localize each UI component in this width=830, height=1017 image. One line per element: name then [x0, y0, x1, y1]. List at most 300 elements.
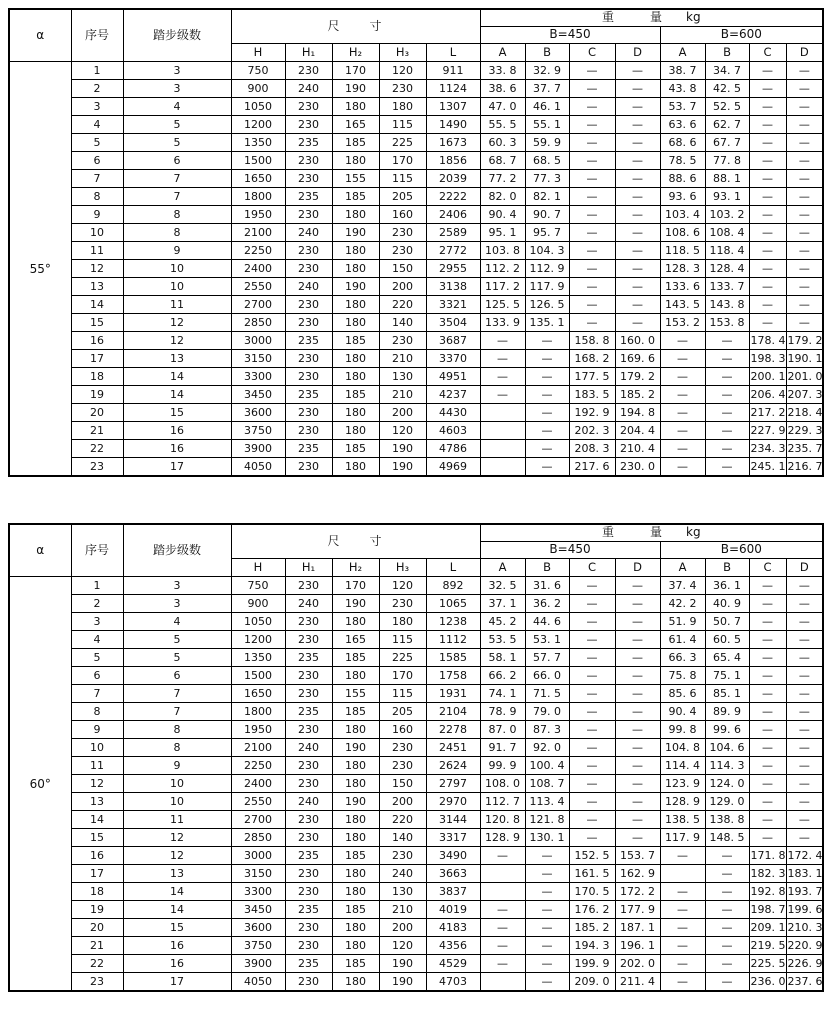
cell: 180 [332, 667, 379, 685]
cell: 22 [71, 440, 123, 458]
table-row [9, 134, 823, 152]
cell: 1050 [231, 98, 285, 116]
cell: — [569, 188, 615, 206]
cell: 4951 [426, 368, 480, 386]
cell: 180 [332, 206, 379, 224]
cell: — [660, 440, 705, 458]
cell: 12 [123, 314, 231, 332]
cell: 179. 2 [615, 368, 660, 386]
cell: 235 [285, 901, 332, 919]
cell: — [705, 332, 749, 350]
cell: 3900 [231, 440, 285, 458]
cell: 2955 [426, 260, 480, 278]
cell: 230 [285, 721, 332, 739]
cell: — [749, 98, 786, 116]
table-header [9, 524, 823, 577]
cell: 183. 5 [569, 386, 615, 404]
cell: 1200 [231, 116, 285, 134]
col-header-H2: H₂ [332, 559, 379, 577]
cell: 230 [379, 595, 426, 613]
cell: 199. 6 [786, 901, 823, 919]
cell: 8 [71, 188, 123, 206]
table-row [9, 883, 823, 901]
table-row [9, 793, 823, 811]
cell: 235 [285, 386, 332, 404]
cell: 15 [123, 919, 231, 937]
cell: 150 [379, 775, 426, 793]
cell: — [615, 703, 660, 721]
cell: — [786, 613, 823, 631]
cell: 235 [285, 703, 332, 721]
cell: 183. 1 [786, 865, 823, 883]
cell: 120 [379, 937, 426, 955]
col-header-b450-B: B [525, 44, 569, 62]
cell: 14 [123, 901, 231, 919]
cell: 14 [71, 296, 123, 314]
cell: 205 [379, 703, 426, 721]
cell: 180 [332, 314, 379, 332]
cell: 220. 9 [786, 937, 823, 955]
cell: — [786, 116, 823, 134]
cell: 3 [71, 613, 123, 631]
cell: 180 [332, 260, 379, 278]
table-row [9, 170, 823, 188]
cell: — [569, 314, 615, 332]
cell: 36. 2 [525, 595, 569, 613]
col-header-dimensions: 尺 寸 [231, 524, 480, 559]
cell: 3750 [231, 422, 285, 440]
cell: 19 [71, 386, 123, 404]
cell: 230 [379, 224, 426, 242]
cell: 1200 [231, 631, 285, 649]
table-row [9, 595, 823, 613]
cell: — [660, 847, 705, 865]
cell: — [525, 458, 569, 477]
cell: 5 [123, 631, 231, 649]
cell: 230 [379, 80, 426, 98]
cell: 219. 5 [749, 937, 786, 955]
cell: — [525, 386, 569, 404]
cell: 10 [71, 224, 123, 242]
cell: 88. 1 [705, 170, 749, 188]
cell: 60. 3 [480, 134, 525, 152]
cell: 2406 [426, 206, 480, 224]
cell: — [660, 386, 705, 404]
col-header-steps: 踏步级数 [123, 9, 231, 62]
cell: — [660, 458, 705, 477]
cell: 180 [332, 152, 379, 170]
col-header-b450-A: A [480, 559, 525, 577]
cell: 1124 [426, 80, 480, 98]
cell: 2222 [426, 188, 480, 206]
spec-table-55deg [8, 8, 824, 477]
cell: — [786, 170, 823, 188]
cell: 230 [285, 667, 332, 685]
cell: 148. 5 [705, 829, 749, 847]
cell: 117. 9 [525, 278, 569, 296]
cell: 118. 4 [705, 242, 749, 260]
cell: 230 [285, 62, 332, 80]
cell: — [480, 955, 525, 973]
table-row [9, 631, 823, 649]
cell: 11 [71, 242, 123, 260]
cell: — [525, 973, 569, 992]
cell: — [569, 80, 615, 98]
cell: 34. 7 [705, 62, 749, 80]
cell: 42. 2 [660, 595, 705, 613]
cell: 37. 7 [525, 80, 569, 98]
cell: — [569, 170, 615, 188]
cell: 245. 1 [749, 458, 786, 477]
cell: 1800 [231, 188, 285, 206]
cell: 68. 7 [480, 152, 525, 170]
cell: 750 [231, 577, 285, 595]
cell: 9 [71, 206, 123, 224]
cell: 7 [123, 188, 231, 206]
cell: 210 [379, 350, 426, 368]
cell: 1500 [231, 152, 285, 170]
cell: 55. 1 [525, 116, 569, 134]
cell: 87. 0 [480, 721, 525, 739]
cell: 3150 [231, 865, 285, 883]
cell: — [786, 721, 823, 739]
cell: — [615, 595, 660, 613]
cell: 18 [71, 368, 123, 386]
cell: — [569, 811, 615, 829]
cell: 115 [379, 170, 426, 188]
cell: 3450 [231, 386, 285, 404]
cell: 123. 9 [660, 775, 705, 793]
cell: 202. 3 [569, 422, 615, 440]
cell: 2550 [231, 278, 285, 296]
table-row [9, 188, 823, 206]
col-header-L: L [426, 44, 480, 62]
cell: 133. 7 [705, 278, 749, 296]
cell: 7 [123, 685, 231, 703]
table-row [9, 422, 823, 440]
cell: — [615, 829, 660, 847]
cell: 187. 1 [615, 919, 660, 937]
cell: — [660, 422, 705, 440]
cell [480, 973, 525, 992]
table-body-60deg [9, 577, 823, 992]
cell: 68. 5 [525, 152, 569, 170]
cell: — [615, 116, 660, 134]
cell: 235 [285, 332, 332, 350]
cell: 209. 0 [569, 973, 615, 992]
table-row [9, 829, 823, 847]
cell: 7 [123, 703, 231, 721]
cell: 16 [71, 332, 123, 350]
cell: 2400 [231, 775, 285, 793]
cell: 190 [379, 973, 426, 992]
cell: 892 [426, 577, 480, 595]
cell: 230 [285, 152, 332, 170]
table-row [9, 973, 823, 992]
cell: 2400 [231, 260, 285, 278]
cell: 234. 3 [749, 440, 786, 458]
cell: 4703 [426, 973, 480, 992]
cell: — [569, 224, 615, 242]
cell: 95. 7 [525, 224, 569, 242]
cell: 171. 8 [749, 847, 786, 865]
cell: 140 [379, 314, 426, 332]
cell: 90. 7 [525, 206, 569, 224]
cell: 40. 9 [705, 595, 749, 613]
cell: 210. 3 [786, 919, 823, 937]
cell: 4 [71, 631, 123, 649]
cell: 89. 9 [705, 703, 749, 721]
table-row [9, 458, 823, 477]
cell: 230 [285, 829, 332, 847]
cell: 85. 6 [660, 685, 705, 703]
cell: — [569, 242, 615, 260]
cell: 93. 6 [660, 188, 705, 206]
col-header-b600: B=600 [660, 27, 823, 44]
cell: — [660, 919, 705, 937]
cell: 128. 3 [660, 260, 705, 278]
cell: — [786, 739, 823, 757]
cell: 112. 2 [480, 260, 525, 278]
cell: 150 [379, 260, 426, 278]
cell: — [615, 242, 660, 260]
cell: 3138 [426, 278, 480, 296]
cell: — [615, 206, 660, 224]
cell: 9 [71, 721, 123, 739]
cell: 190 [332, 278, 379, 296]
col-header-b450-D: D [615, 559, 660, 577]
cell: 240 [285, 595, 332, 613]
cell: 177. 9 [615, 901, 660, 919]
cell: — [705, 404, 749, 422]
cell: — [705, 458, 749, 477]
col-header-b600-A: A [660, 44, 705, 62]
cell: — [786, 152, 823, 170]
cell: — [705, 386, 749, 404]
col-header-steps: 踏步级数 [123, 524, 231, 577]
cell: — [569, 739, 615, 757]
cell: 190 [379, 955, 426, 973]
cell: — [569, 260, 615, 278]
cell: — [480, 901, 525, 919]
cell: 190 [332, 80, 379, 98]
cell: — [786, 595, 823, 613]
cell: 200 [379, 919, 426, 937]
col-header-H3: H₃ [379, 559, 426, 577]
cell: 170 [379, 152, 426, 170]
cell: 103. 2 [705, 206, 749, 224]
cell: — [569, 685, 615, 703]
cell: 2970 [426, 793, 480, 811]
cell: 120 [379, 577, 426, 595]
cell: — [615, 721, 660, 739]
cell: 230 [285, 116, 332, 134]
table-row [9, 685, 823, 703]
alpha-value: 60° [9, 577, 71, 992]
cell: — [615, 278, 660, 296]
cell: — [480, 386, 525, 404]
cell: 180 [332, 919, 379, 937]
cell: 15 [71, 314, 123, 332]
cell: 8 [123, 721, 231, 739]
table-header [9, 9, 823, 62]
cell: 135. 1 [525, 314, 569, 332]
table-row [9, 739, 823, 757]
cell: 1758 [426, 667, 480, 685]
cell: 12 [71, 775, 123, 793]
cell: — [749, 595, 786, 613]
cell: 121. 8 [525, 811, 569, 829]
cell: — [786, 757, 823, 775]
cell: 225. 5 [749, 955, 786, 973]
cell: — [660, 404, 705, 422]
cell: — [569, 613, 615, 631]
cell: — [525, 368, 569, 386]
cell: 57. 7 [525, 649, 569, 667]
cell: 133. 6 [660, 278, 705, 296]
cell: 153. 7 [615, 847, 660, 865]
cell: 180 [332, 404, 379, 422]
cell: 2700 [231, 811, 285, 829]
cell: 103. 4 [660, 206, 705, 224]
cell: 22 [71, 955, 123, 973]
cell: 37. 4 [660, 577, 705, 595]
cell: — [749, 739, 786, 757]
cell: 4 [123, 613, 231, 631]
cell: — [749, 62, 786, 80]
table-row [9, 955, 823, 973]
cell: 185 [332, 955, 379, 973]
table-row [9, 865, 823, 883]
cell: — [569, 703, 615, 721]
cell: 192. 8 [749, 883, 786, 901]
cell [480, 883, 525, 901]
cell: 180 [332, 98, 379, 116]
cell: 240 [379, 865, 426, 883]
cell: 53. 7 [660, 98, 705, 116]
cell: 202. 0 [615, 955, 660, 973]
cell: — [480, 350, 525, 368]
table-body-55deg [9, 62, 823, 477]
cell: — [786, 80, 823, 98]
cell: 230 [285, 811, 332, 829]
cell: — [615, 631, 660, 649]
cell: 5 [71, 134, 123, 152]
cell: 220 [379, 811, 426, 829]
col-header-weight: 重 量 kg [480, 524, 823, 542]
cell: 117. 9 [660, 829, 705, 847]
cell: 15 [123, 404, 231, 422]
cell: — [615, 152, 660, 170]
cell: — [660, 937, 705, 955]
cell: 78. 5 [660, 152, 705, 170]
table-row [9, 649, 823, 667]
cell: 1350 [231, 134, 285, 152]
cell: 218. 4 [786, 404, 823, 422]
cell: 160 [379, 721, 426, 739]
cell: 185 [332, 386, 379, 404]
cell: 180 [332, 350, 379, 368]
cell: — [749, 649, 786, 667]
cell: 8 [123, 224, 231, 242]
col-header-L: L [426, 559, 480, 577]
cell: — [569, 577, 615, 595]
cell: 79. 0 [525, 703, 569, 721]
cell: 112. 7 [480, 793, 525, 811]
table-row [9, 811, 823, 829]
cell: 14 [71, 811, 123, 829]
cell: 20 [71, 404, 123, 422]
cell: 3 [71, 98, 123, 116]
cell: 230 [285, 577, 332, 595]
cell: — [569, 721, 615, 739]
cell: — [569, 206, 615, 224]
cell: 3 [123, 62, 231, 80]
cell: 4603 [426, 422, 480, 440]
cell: 4050 [231, 458, 285, 477]
cell: 230 [285, 242, 332, 260]
cell: 170 [332, 577, 379, 595]
col-header-b450-B: B [525, 559, 569, 577]
cell: 1673 [426, 134, 480, 152]
table-row [9, 314, 823, 332]
cell: 230 [285, 260, 332, 278]
cell: 2797 [426, 775, 480, 793]
cell: 99. 6 [705, 721, 749, 739]
cell: 14 [123, 883, 231, 901]
cell: — [615, 98, 660, 116]
cell: 130 [379, 883, 426, 901]
cell: 130 [379, 368, 426, 386]
col-header-H1: H₁ [285, 44, 332, 62]
cell: 114. 3 [705, 757, 749, 775]
cell: 240 [285, 739, 332, 757]
cell: 190 [332, 793, 379, 811]
table-row [9, 242, 823, 260]
cell: 190. 1 [786, 350, 823, 368]
table-row [9, 152, 823, 170]
cell: — [525, 350, 569, 368]
cell: 104. 6 [705, 739, 749, 757]
cell: 3687 [426, 332, 480, 350]
cell: — [786, 793, 823, 811]
cell: 108. 6 [660, 224, 705, 242]
cell: 85. 1 [705, 685, 749, 703]
cell: 4237 [426, 386, 480, 404]
cell: 2104 [426, 703, 480, 721]
cell: 160. 0 [615, 332, 660, 350]
cell: 42. 5 [705, 80, 749, 98]
cell: — [660, 368, 705, 386]
cell: 6 [123, 667, 231, 685]
cell: 235. 7 [786, 440, 823, 458]
cell: 4 [123, 98, 231, 116]
cell: 125. 5 [480, 296, 525, 314]
cell: 3 [123, 577, 231, 595]
cell: 2039 [426, 170, 480, 188]
cell: 230 [285, 757, 332, 775]
cell: 230 [285, 170, 332, 188]
cell: 170 [379, 667, 426, 685]
cell: 108. 7 [525, 775, 569, 793]
cell: 210 [379, 386, 426, 404]
cell: — [786, 829, 823, 847]
table-row [9, 206, 823, 224]
cell: 240 [285, 80, 332, 98]
cell: — [749, 613, 786, 631]
col-header-b450: B=450 [480, 27, 660, 44]
cell: — [749, 685, 786, 703]
